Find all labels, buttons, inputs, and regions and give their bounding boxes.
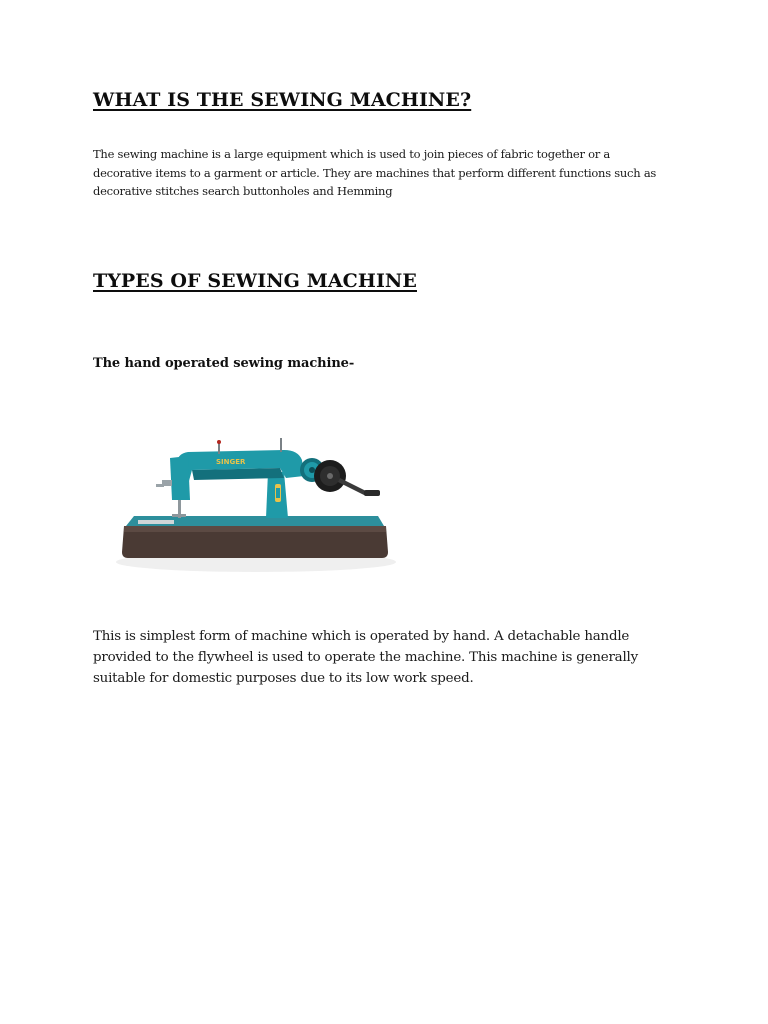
section-heading-types: TYPES OF SEWING MACHINE: [93, 270, 417, 292]
description-line: provided to the flywheel is used to operate the machine. This machine is generally: [93, 650, 639, 665]
description-line: This is simplest form of machine which is operated by hand. A detachable handle: [93, 629, 630, 644]
brand-decal: SINGER: [216, 458, 246, 466]
section-heading-what-is: WHAT IS THE SEWING MACHINE?: [93, 89, 472, 111]
intro-line: decorative items to a garment or article. They are machines that perform different functions such as: [93, 165, 657, 180]
description-line: suitable for domestic purposes due to its low work speed.: [93, 671, 474, 686]
intro-paragraph: [93, 145, 693, 201]
description-paragraph: [93, 626, 693, 689]
intro-line: The sewing machine is a large equipment which is used to join pieces of fabric together or a: [93, 147, 611, 161]
subheading-hand-operated: The hand operated sewing machine-: [93, 356, 355, 371]
hand-operated-sewing-machine-illustration: [116, 436, 402, 584]
intro-line: decorative stitches search buttonholes and Hemming: [93, 184, 393, 198]
sewing-machine-figure: [116, 436, 402, 584]
